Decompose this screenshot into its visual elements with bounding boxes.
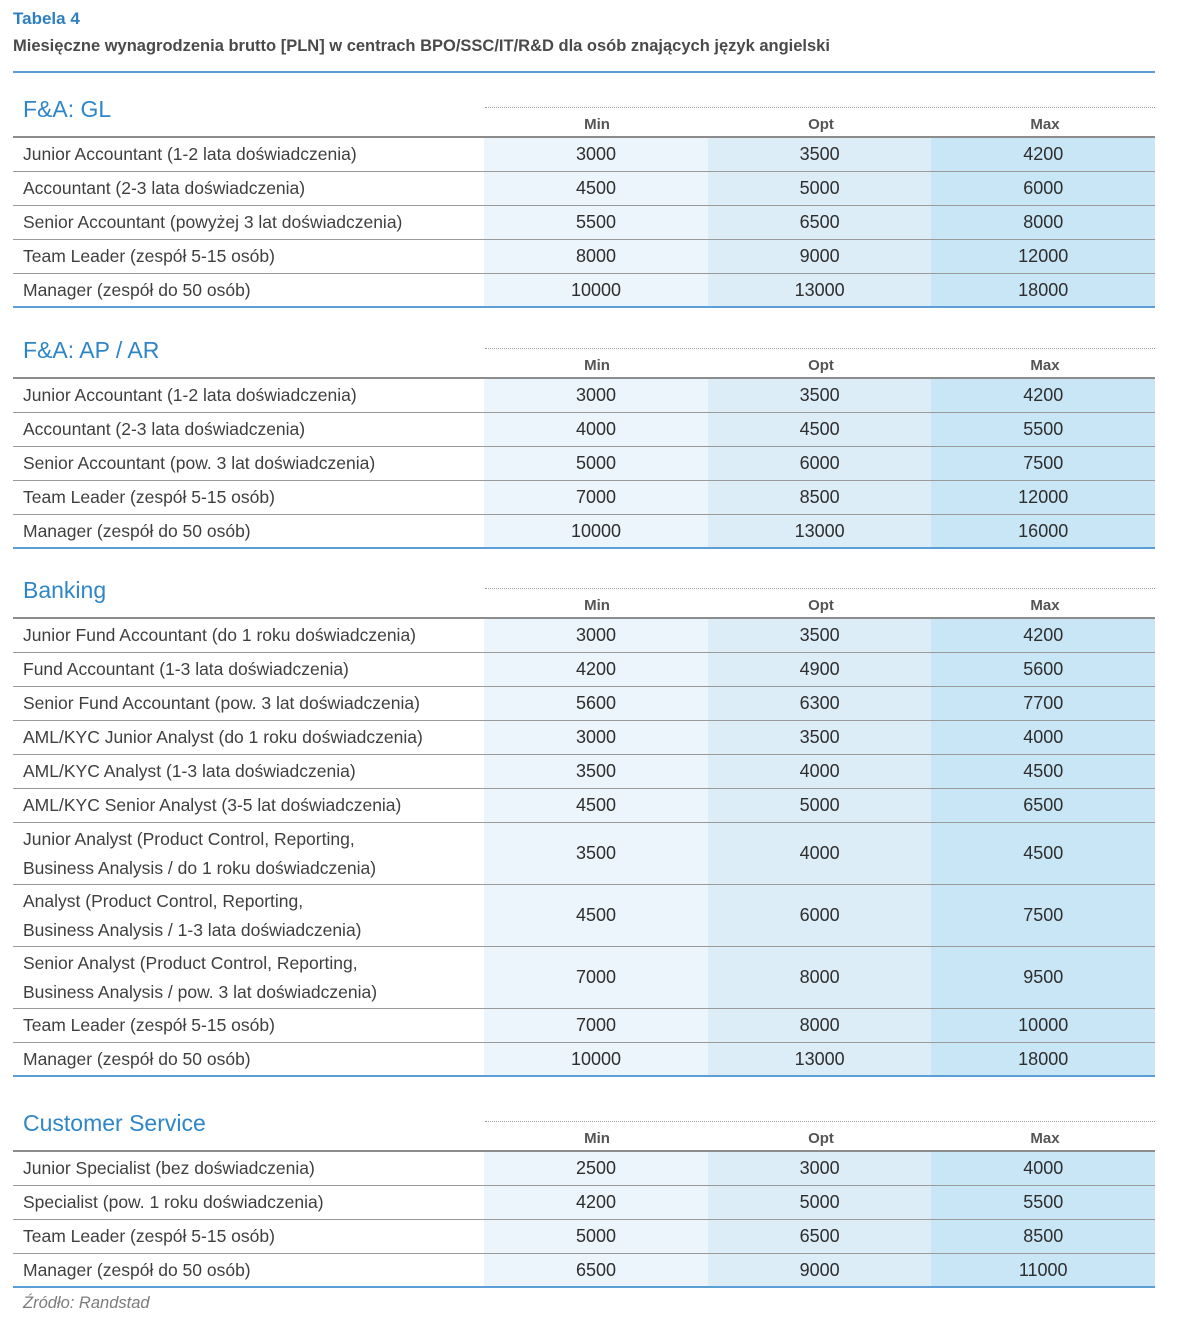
cell-opt: 13000 bbox=[708, 274, 932, 306]
row-label: Specialist (pow. 1 roku doświadczenia) bbox=[23, 1192, 324, 1212]
cell-max: 5500 bbox=[931, 1186, 1155, 1219]
cell-min: 7000 bbox=[484, 1009, 708, 1042]
cell-opt: 4500 bbox=[708, 413, 932, 446]
cell-min: 8000 bbox=[484, 240, 708, 273]
table-row bbox=[13, 1186, 1155, 1220]
cell-min: 4500 bbox=[484, 789, 708, 822]
row-label: Fund Accountant (1-3 lata doświadczenia) bbox=[23, 659, 349, 679]
column-header-min: Min bbox=[584, 116, 610, 133]
section-title: F&A: AP / AR bbox=[23, 337, 160, 363]
cell-max: 4000 bbox=[931, 721, 1155, 754]
cell-opt: 3500 bbox=[708, 379, 932, 412]
row-label bbox=[13, 885, 484, 946]
table-row bbox=[13, 274, 1155, 308]
cell-max: 8500 bbox=[931, 1220, 1155, 1253]
table-row bbox=[13, 653, 1155, 687]
table-row bbox=[13, 413, 1155, 447]
source-note: Źródło: Randstad bbox=[23, 1294, 150, 1312]
table-row bbox=[13, 687, 1155, 721]
cell-min: 5600 bbox=[484, 687, 708, 720]
cell-max: 12000 bbox=[931, 240, 1155, 273]
cell-opt: 8000 bbox=[708, 947, 932, 1008]
column-header-opt: Opt bbox=[808, 597, 834, 614]
row-label: AML/KYC Junior Analyst (do 1 roku doświadczenia) bbox=[23, 727, 423, 747]
row-label bbox=[13, 947, 484, 1008]
cell-min: 3000 bbox=[484, 138, 708, 171]
row-label: Manager (zespół do 50 osób) bbox=[23, 520, 251, 541]
row-label-line-1: Senior Analyst (Product Control, Reporting, bbox=[23, 952, 358, 973]
row-label: AML/KYC Senior Analyst (3-5 lat doświadczenia) bbox=[23, 795, 402, 815]
cell-min: 3500 bbox=[484, 755, 708, 788]
cell-max: 8000 bbox=[931, 206, 1155, 239]
table-row bbox=[13, 138, 1155, 172]
column-header-opt: Opt bbox=[808, 357, 834, 374]
cell-opt: 6500 bbox=[708, 1220, 932, 1253]
table-row bbox=[13, 1220, 1155, 1254]
column-header-max: Max bbox=[1030, 1130, 1060, 1147]
table-row bbox=[13, 206, 1155, 240]
table-row bbox=[13, 172, 1155, 206]
cell-opt: 6000 bbox=[708, 447, 932, 480]
section-fa-gl bbox=[13, 74, 1155, 308]
cell-min: 4500 bbox=[484, 885, 708, 946]
row-label: Junior Accountant (1-2 lata doświadczenia) bbox=[23, 144, 357, 164]
cell-min: 2500 bbox=[484, 1152, 708, 1185]
section-title: Banking bbox=[23, 577, 107, 603]
cell-min: 4000 bbox=[484, 413, 708, 446]
table-row bbox=[13, 619, 1155, 653]
table-row bbox=[13, 447, 1155, 481]
row-label: Manager (zespół do 50 osób) bbox=[23, 279, 251, 300]
header-rule bbox=[13, 377, 1155, 379]
section-customer-service bbox=[13, 1088, 1155, 1288]
header-rule bbox=[13, 617, 1155, 619]
cell-max: 4200 bbox=[931, 379, 1155, 412]
column-header-opt: Opt bbox=[808, 116, 834, 133]
header-rule bbox=[13, 136, 1155, 138]
cell-opt: 3500 bbox=[708, 721, 932, 754]
table-row bbox=[13, 1152, 1155, 1186]
cell-max: 10000 bbox=[931, 1009, 1155, 1042]
table-row bbox=[13, 240, 1155, 274]
section-head bbox=[13, 1088, 1155, 1152]
row-label: Team Leader (zespół 5-15 osób) bbox=[23, 246, 275, 266]
cell-max: 12000 bbox=[931, 481, 1155, 514]
dotted-divider bbox=[485, 107, 1155, 108]
column-header-min: Min bbox=[584, 597, 610, 614]
table-number: Tabela 4 bbox=[13, 9, 80, 28]
cell-min: 6500 bbox=[484, 1254, 708, 1286]
cell-opt: 3500 bbox=[708, 138, 932, 171]
column-header-min: Min bbox=[584, 1130, 610, 1147]
cell-max: 5600 bbox=[931, 653, 1155, 686]
column-header-max: Max bbox=[1030, 116, 1060, 133]
cell-min: 5000 bbox=[484, 447, 708, 480]
cell-min: 10000 bbox=[484, 1043, 708, 1075]
cell-min: 3000 bbox=[484, 721, 708, 754]
section-banking bbox=[13, 555, 1155, 1077]
section-title: F&A: GL bbox=[23, 96, 112, 122]
cell-min: 7000 bbox=[484, 947, 708, 1008]
cell-opt: 5000 bbox=[708, 789, 932, 822]
cell-opt: 8500 bbox=[708, 481, 932, 514]
row-label: Team Leader (zespół 5-15 osób) bbox=[23, 1226, 275, 1246]
table-row bbox=[13, 789, 1155, 823]
cell-opt: 13000 bbox=[708, 515, 932, 547]
cell-max: 6000 bbox=[931, 172, 1155, 205]
cell-opt: 6000 bbox=[708, 885, 932, 946]
cell-min: 7000 bbox=[484, 481, 708, 514]
row-label-line-2: Business Analysis / do 1 roku doświadczenia) bbox=[23, 857, 377, 878]
row-label: AML/KYC Analyst (1-3 lata doświadczenia) bbox=[23, 761, 356, 781]
cell-max: 4200 bbox=[931, 619, 1155, 652]
table-row bbox=[13, 1254, 1155, 1288]
cell-max: 16000 bbox=[931, 515, 1155, 547]
top-rule bbox=[13, 71, 1155, 73]
cell-min: 4200 bbox=[484, 1186, 708, 1219]
table-row bbox=[13, 379, 1155, 413]
section-head bbox=[13, 315, 1155, 379]
cell-opt: 3000 bbox=[708, 1152, 932, 1185]
cell-opt: 4900 bbox=[708, 653, 932, 686]
cell-min: 5000 bbox=[484, 1220, 708, 1253]
cell-min: 10000 bbox=[484, 274, 708, 306]
section-head bbox=[13, 555, 1155, 619]
cell-min: 3500 bbox=[484, 823, 708, 884]
row-label: Team Leader (zespół 5-15 osób) bbox=[23, 1015, 275, 1035]
dotted-divider bbox=[485, 348, 1155, 349]
table-header bbox=[13, 8, 1155, 57]
table-row bbox=[13, 755, 1155, 789]
cell-opt: 13000 bbox=[708, 1043, 932, 1075]
section-head bbox=[13, 74, 1155, 138]
cell-opt: 9000 bbox=[708, 240, 932, 273]
column-header-max: Max bbox=[1030, 597, 1060, 614]
cell-min: 3000 bbox=[484, 379, 708, 412]
cell-min: 4200 bbox=[484, 653, 708, 686]
table-row bbox=[13, 515, 1155, 549]
cell-opt: 6500 bbox=[708, 206, 932, 239]
cell-opt: 5000 bbox=[708, 172, 932, 205]
cell-opt: 4000 bbox=[708, 755, 932, 788]
row-label: Team Leader (zespół 5-15 osób) bbox=[23, 487, 275, 507]
row-label: Senior Accountant (powyżej 3 lat doświadczenia) bbox=[23, 212, 403, 232]
cell-max: 4000 bbox=[931, 1152, 1155, 1185]
row-label-line-2: Business Analysis / 1-3 lata doświadczenia) bbox=[23, 919, 362, 940]
cell-min: 4500 bbox=[484, 172, 708, 205]
cell-max: 7700 bbox=[931, 687, 1155, 720]
row-label: Junior Accountant (1-2 lata doświadczenia) bbox=[23, 385, 357, 405]
cell-opt: 8000 bbox=[708, 1009, 932, 1042]
cell-max: 18000 bbox=[931, 1043, 1155, 1075]
row-label-line-2: Business Analysis / pow. 3 lat doświadczenia) bbox=[23, 981, 378, 1002]
table-row bbox=[13, 947, 1155, 1009]
row-label: Junior Fund Accountant (do 1 roku doświadczenia) bbox=[23, 625, 417, 645]
cell-opt: 9000 bbox=[708, 1254, 932, 1286]
row-label: Senior Accountant (pow. 3 lat doświadczenia) bbox=[23, 453, 376, 473]
cell-max: 6500 bbox=[931, 789, 1155, 822]
row-label-line-1: Junior Analyst (Product Control, Reporting, bbox=[23, 828, 355, 849]
row-label bbox=[13, 823, 484, 884]
table-row bbox=[13, 1009, 1155, 1043]
cell-opt: 4000 bbox=[708, 823, 932, 884]
cell-max: 18000 bbox=[931, 274, 1155, 306]
column-header-opt: Opt bbox=[808, 1130, 834, 1147]
cell-max: 4500 bbox=[931, 755, 1155, 788]
cell-max: 4200 bbox=[931, 138, 1155, 171]
column-header-min: Min bbox=[584, 357, 610, 374]
cell-min: 3000 bbox=[484, 619, 708, 652]
cell-max: 11000 bbox=[931, 1254, 1155, 1286]
cell-max: 7500 bbox=[931, 885, 1155, 946]
row-label: Accountant (2-3 lata doświadczenia) bbox=[23, 419, 306, 439]
section-title: Customer Service bbox=[23, 1110, 206, 1136]
row-label: Accountant (2-3 lata doświadczenia) bbox=[23, 178, 306, 198]
column-header-max: Max bbox=[1030, 357, 1060, 374]
cell-opt: 5000 bbox=[708, 1186, 932, 1219]
row-label: Senior Fund Accountant (pow. 3 lat doświadczenia) bbox=[23, 693, 420, 713]
row-label: Junior Specialist (bez doświadczenia) bbox=[23, 1158, 315, 1178]
dotted-divider bbox=[485, 588, 1155, 589]
row-label: Manager (zespół do 50 osób) bbox=[23, 1048, 251, 1069]
cell-max: 4500 bbox=[931, 823, 1155, 884]
table-title: Miesięczne wynagrodzenia brutto [PLN] w centrach BPO/SSC/IT/R&D dla osób znających język angielski bbox=[13, 37, 830, 55]
table-row bbox=[13, 823, 1155, 885]
cell-min: 5500 bbox=[484, 206, 708, 239]
header-rule bbox=[13, 1150, 1155, 1152]
dotted-divider bbox=[485, 1121, 1155, 1122]
row-label-line-1: Analyst (Product Control, Reporting, bbox=[23, 890, 304, 911]
cell-opt: 6300 bbox=[708, 687, 932, 720]
cell-max: 7500 bbox=[931, 447, 1155, 480]
cell-min: 10000 bbox=[484, 515, 708, 547]
cell-max: 9500 bbox=[931, 947, 1155, 1008]
table-row bbox=[13, 481, 1155, 515]
table-row bbox=[13, 1043, 1155, 1077]
cell-opt: 3500 bbox=[708, 619, 932, 652]
cell-max: 5500 bbox=[931, 413, 1155, 446]
table-row bbox=[13, 885, 1155, 947]
section-fa-ap-ar bbox=[13, 315, 1155, 549]
row-label: Manager (zespół do 50 osób) bbox=[23, 1259, 251, 1280]
table-row bbox=[13, 721, 1155, 755]
